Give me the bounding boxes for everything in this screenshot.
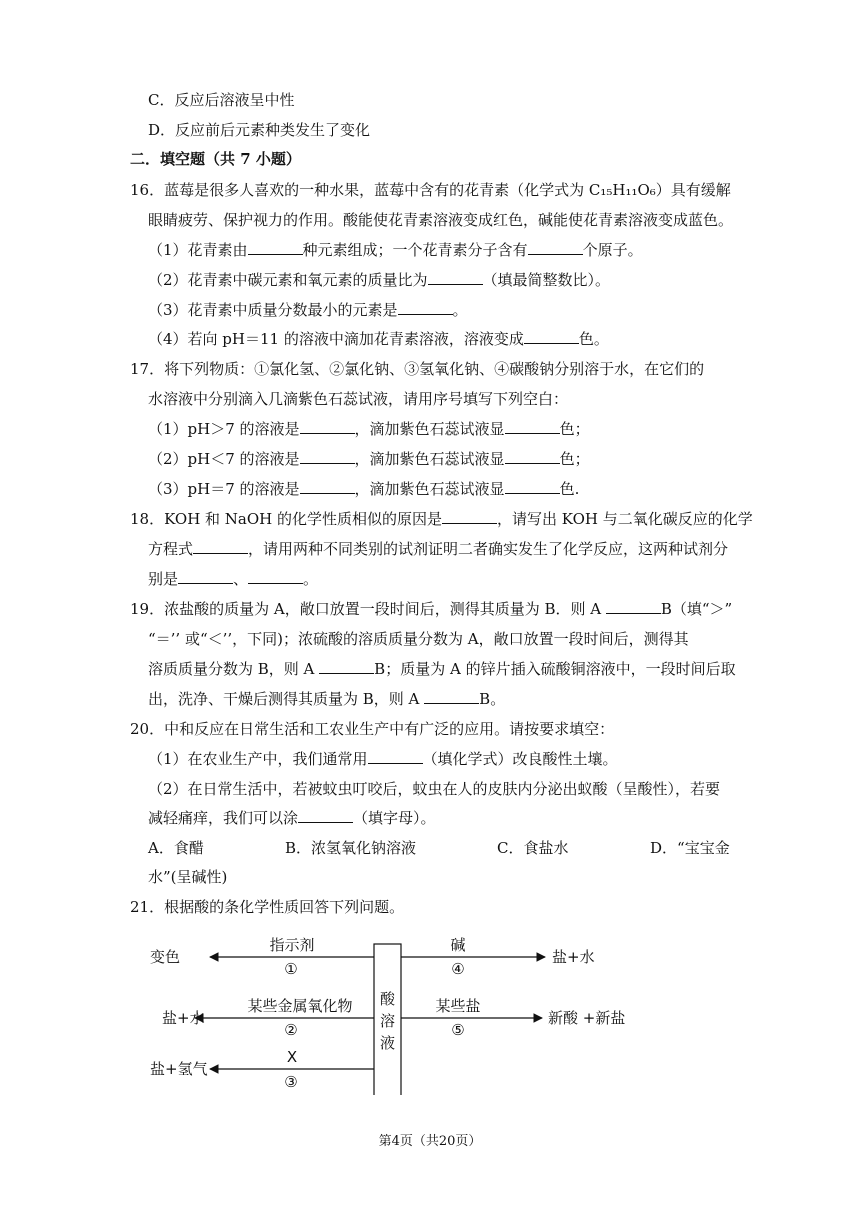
section-heading	[130, 149, 301, 169]
result-color-change: 变色	[150, 948, 181, 966]
num-3: ③	[284, 1073, 298, 1091]
text-line	[130, 599, 732, 619]
text-segment: 色.	[559, 480, 580, 498]
label-x: X	[286, 1048, 298, 1066]
text-segment: A．食醋	[148, 839, 204, 857]
text-line	[148, 120, 370, 140]
text-line	[130, 719, 614, 739]
text-segment: C．反应后溶液呈中性	[148, 91, 295, 109]
text-segment: ，滴加紫色石蕊试液显	[354, 450, 505, 468]
answer-blank[interactable]	[248, 240, 303, 255]
answer-blank[interactable]	[606, 599, 661, 614]
text-line	[148, 329, 609, 349]
text-line	[497, 838, 568, 858]
text-segment: 眼睛疲劳、保护视力的作用。酸能使花青素溶液变成红色，碱能使花青素溶液变成蓝色。	[148, 211, 734, 229]
text-segment: 色；	[559, 420, 590, 438]
text-segment: B．浓氢氧化钠溶液	[285, 839, 417, 857]
text-segment: 色。	[578, 330, 609, 348]
answer-blank[interactable]	[319, 659, 374, 674]
text-segment: “＝’’ 或“＜’’，下同)；浓硫酸的溶质质量分数为 A，敞口放置一段时间后，测得其	[148, 630, 689, 648]
answer-blank[interactable]	[178, 569, 233, 584]
text-line	[148, 838, 204, 858]
label-metal-oxide: 某些金属氧化物	[247, 997, 353, 1015]
text-segment: 水”(呈碱性)	[148, 868, 228, 886]
answer-blank[interactable]	[300, 479, 355, 494]
text-segment: 二．填空题（共 7 小题）	[130, 150, 301, 168]
answer-blank[interactable]	[300, 419, 355, 434]
label-salt: 某些盐	[435, 997, 481, 1015]
text-segment: 别是	[148, 570, 179, 588]
text-segment: 。	[452, 301, 468, 319]
text-line	[148, 867, 227, 887]
text-line	[148, 539, 728, 559]
answer-blank[interactable]	[300, 449, 355, 464]
text-segment: C．食盐水	[497, 839, 569, 857]
text-segment: 色；	[559, 450, 590, 468]
text-line	[130, 180, 731, 200]
text-segment: 21．根据酸的条化学性质回答下列问题。	[130, 898, 405, 916]
text-segment: ，滴加紫色石蕊试液显	[354, 420, 505, 438]
text-line	[148, 419, 590, 439]
center-char-2: 溶	[379, 1012, 396, 1030]
answer-blank[interactable]	[442, 509, 497, 524]
text-segment: （4）若向 pH＝11 的溶液中滴加花青素溶液，溶液变成	[148, 330, 524, 348]
text-line	[148, 629, 689, 649]
num-4: ④	[451, 960, 465, 978]
text-segment: （2）花青素中碳元素和氧元素的质量比为	[148, 271, 428, 289]
answer-blank[interactable]	[398, 300, 453, 315]
result-salt-water-right: 盐+水	[552, 948, 595, 966]
text-segment: 16．蓝莓是很多人喜欢的一种水果，蓝莓中含有的花青素（化学式为 C₁₅H₁₁O₆）具有缓解	[130, 181, 731, 199]
text-segment: 。	[303, 570, 319, 588]
text-segment: D．“宝宝金	[650, 839, 730, 857]
text-segment: （1）花青素由	[148, 241, 248, 259]
text-segment: 18．KOH 和 NaOH 的化学性质相似的原因是	[130, 510, 443, 528]
num-1: ①	[284, 960, 298, 978]
text-segment: 种元素组成；一个花青素分子含有	[302, 241, 528, 259]
answer-blank[interactable]	[505, 449, 560, 464]
text-segment: B（填“＞”	[660, 600, 733, 618]
text-line	[148, 569, 318, 589]
answer-blank[interactable]	[505, 419, 560, 434]
text-line	[148, 389, 568, 409]
text-line	[148, 779, 720, 799]
answer-blank[interactable]	[428, 270, 483, 285]
text-segment: （3）pH＝7 的溶液是	[148, 480, 300, 498]
text-segment: 减轻痛痒，我们可以涂	[148, 809, 299, 827]
center-char-3: 液	[379, 1034, 396, 1052]
text-segment: 17．将下列物质：①氯化氢、②氯化钠、③氢氧化钠、④碳酸钠分别溶于水，在它们的	[130, 360, 705, 378]
text-segment: 出，洗净、干燥后测得其质量为 B，则 A	[148, 690, 425, 708]
text-segment: （填字母）。	[353, 809, 436, 827]
num-5: ⑤	[451, 1021, 465, 1039]
acid-properties-diagram	[150, 930, 650, 1095]
text-segment: （2）在日常生活中，若被蚊虫叮咬后，蚊虫在人的皮肤内分泌出蚁酸（呈酸性），若要	[148, 780, 721, 798]
text-segment: 19．浓盐酸的质量为 A，敞口放置一段时间后，测得其质量为 B．则 A	[130, 600, 606, 618]
text-line	[130, 359, 704, 379]
text-segment: D．反应前后元素种类发生了变化	[148, 121, 371, 139]
result-salt-water-left: 盐+水	[162, 1009, 205, 1027]
text-line	[148, 300, 468, 320]
answer-blank[interactable]	[368, 749, 423, 764]
text-line	[148, 90, 294, 110]
text-line	[148, 479, 579, 499]
text-segment: 20．中和反应在日常生活和工农业生产中有广泛的应用。请按要求填空：	[130, 720, 615, 738]
text-line	[650, 838, 730, 858]
text-segment: 溶质质量分数为 B，则 A	[148, 660, 320, 678]
text-segment: 、	[233, 570, 249, 588]
text-segment: B。	[479, 690, 506, 708]
text-segment: 水溶液中分别滴入几滴紫色石蕊试液，请用序号填写下列空白：	[148, 390, 569, 408]
label-base: 碱	[450, 936, 466, 954]
answer-blank[interactable]	[193, 539, 248, 554]
page-footer: 第4页（共20页）	[378, 1134, 482, 1149]
text-segment: ，滴加紫色石蕊试液显	[354, 480, 505, 498]
result-new-acid-salt: 新酸 +新盐	[548, 1009, 626, 1027]
text-segment: （填最简整数比）。	[482, 271, 611, 289]
text-segment: （填化学式）改良酸性土壤。	[422, 750, 618, 768]
text-segment: （1）在农业生产中，我们通常用	[148, 750, 368, 768]
num-2: ②	[284, 1021, 298, 1039]
answer-blank[interactable]	[528, 240, 583, 255]
answer-blank[interactable]	[524, 329, 579, 344]
text-line	[148, 689, 505, 709]
text-segment: ，请用两种不同类别的试剂证明二者确实发生了化学反应，这两种试剂分	[248, 540, 729, 558]
text-line	[285, 838, 416, 858]
text-segment: （3）花青素中质量分数最小的元素是	[148, 301, 398, 319]
text-line	[148, 749, 618, 769]
label-indicator: 指示剂	[269, 936, 315, 954]
text-segment: （2）pH＜7 的溶液是	[148, 450, 300, 468]
text-line	[148, 449, 590, 469]
answer-blank[interactable]	[505, 479, 560, 494]
answer-blank[interactable]	[424, 689, 479, 704]
answer-blank[interactable]	[248, 569, 303, 584]
answer-blank[interactable]	[298, 808, 353, 823]
text-line	[148, 270, 610, 290]
text-line	[130, 509, 753, 529]
text-segment: B；质量为 A 的锌片插入硫酸铜溶液中，一段时间后取	[374, 660, 736, 678]
text-segment: 个原子。	[582, 241, 643, 259]
text-segment: （1）pH＞7 的溶液是	[148, 420, 300, 438]
text-segment: 方程式	[148, 540, 194, 558]
text-segment: ，请写出 KOH 与二氧化碳反应的化学	[497, 510, 753, 528]
center-char-1: 酸	[379, 990, 396, 1008]
text-line	[130, 897, 404, 917]
text-line	[148, 240, 643, 260]
text-line	[148, 659, 736, 679]
text-line	[148, 808, 436, 828]
text-line	[148, 210, 733, 230]
result-salt-hydrogen: 盐+氢气	[150, 1060, 208, 1078]
